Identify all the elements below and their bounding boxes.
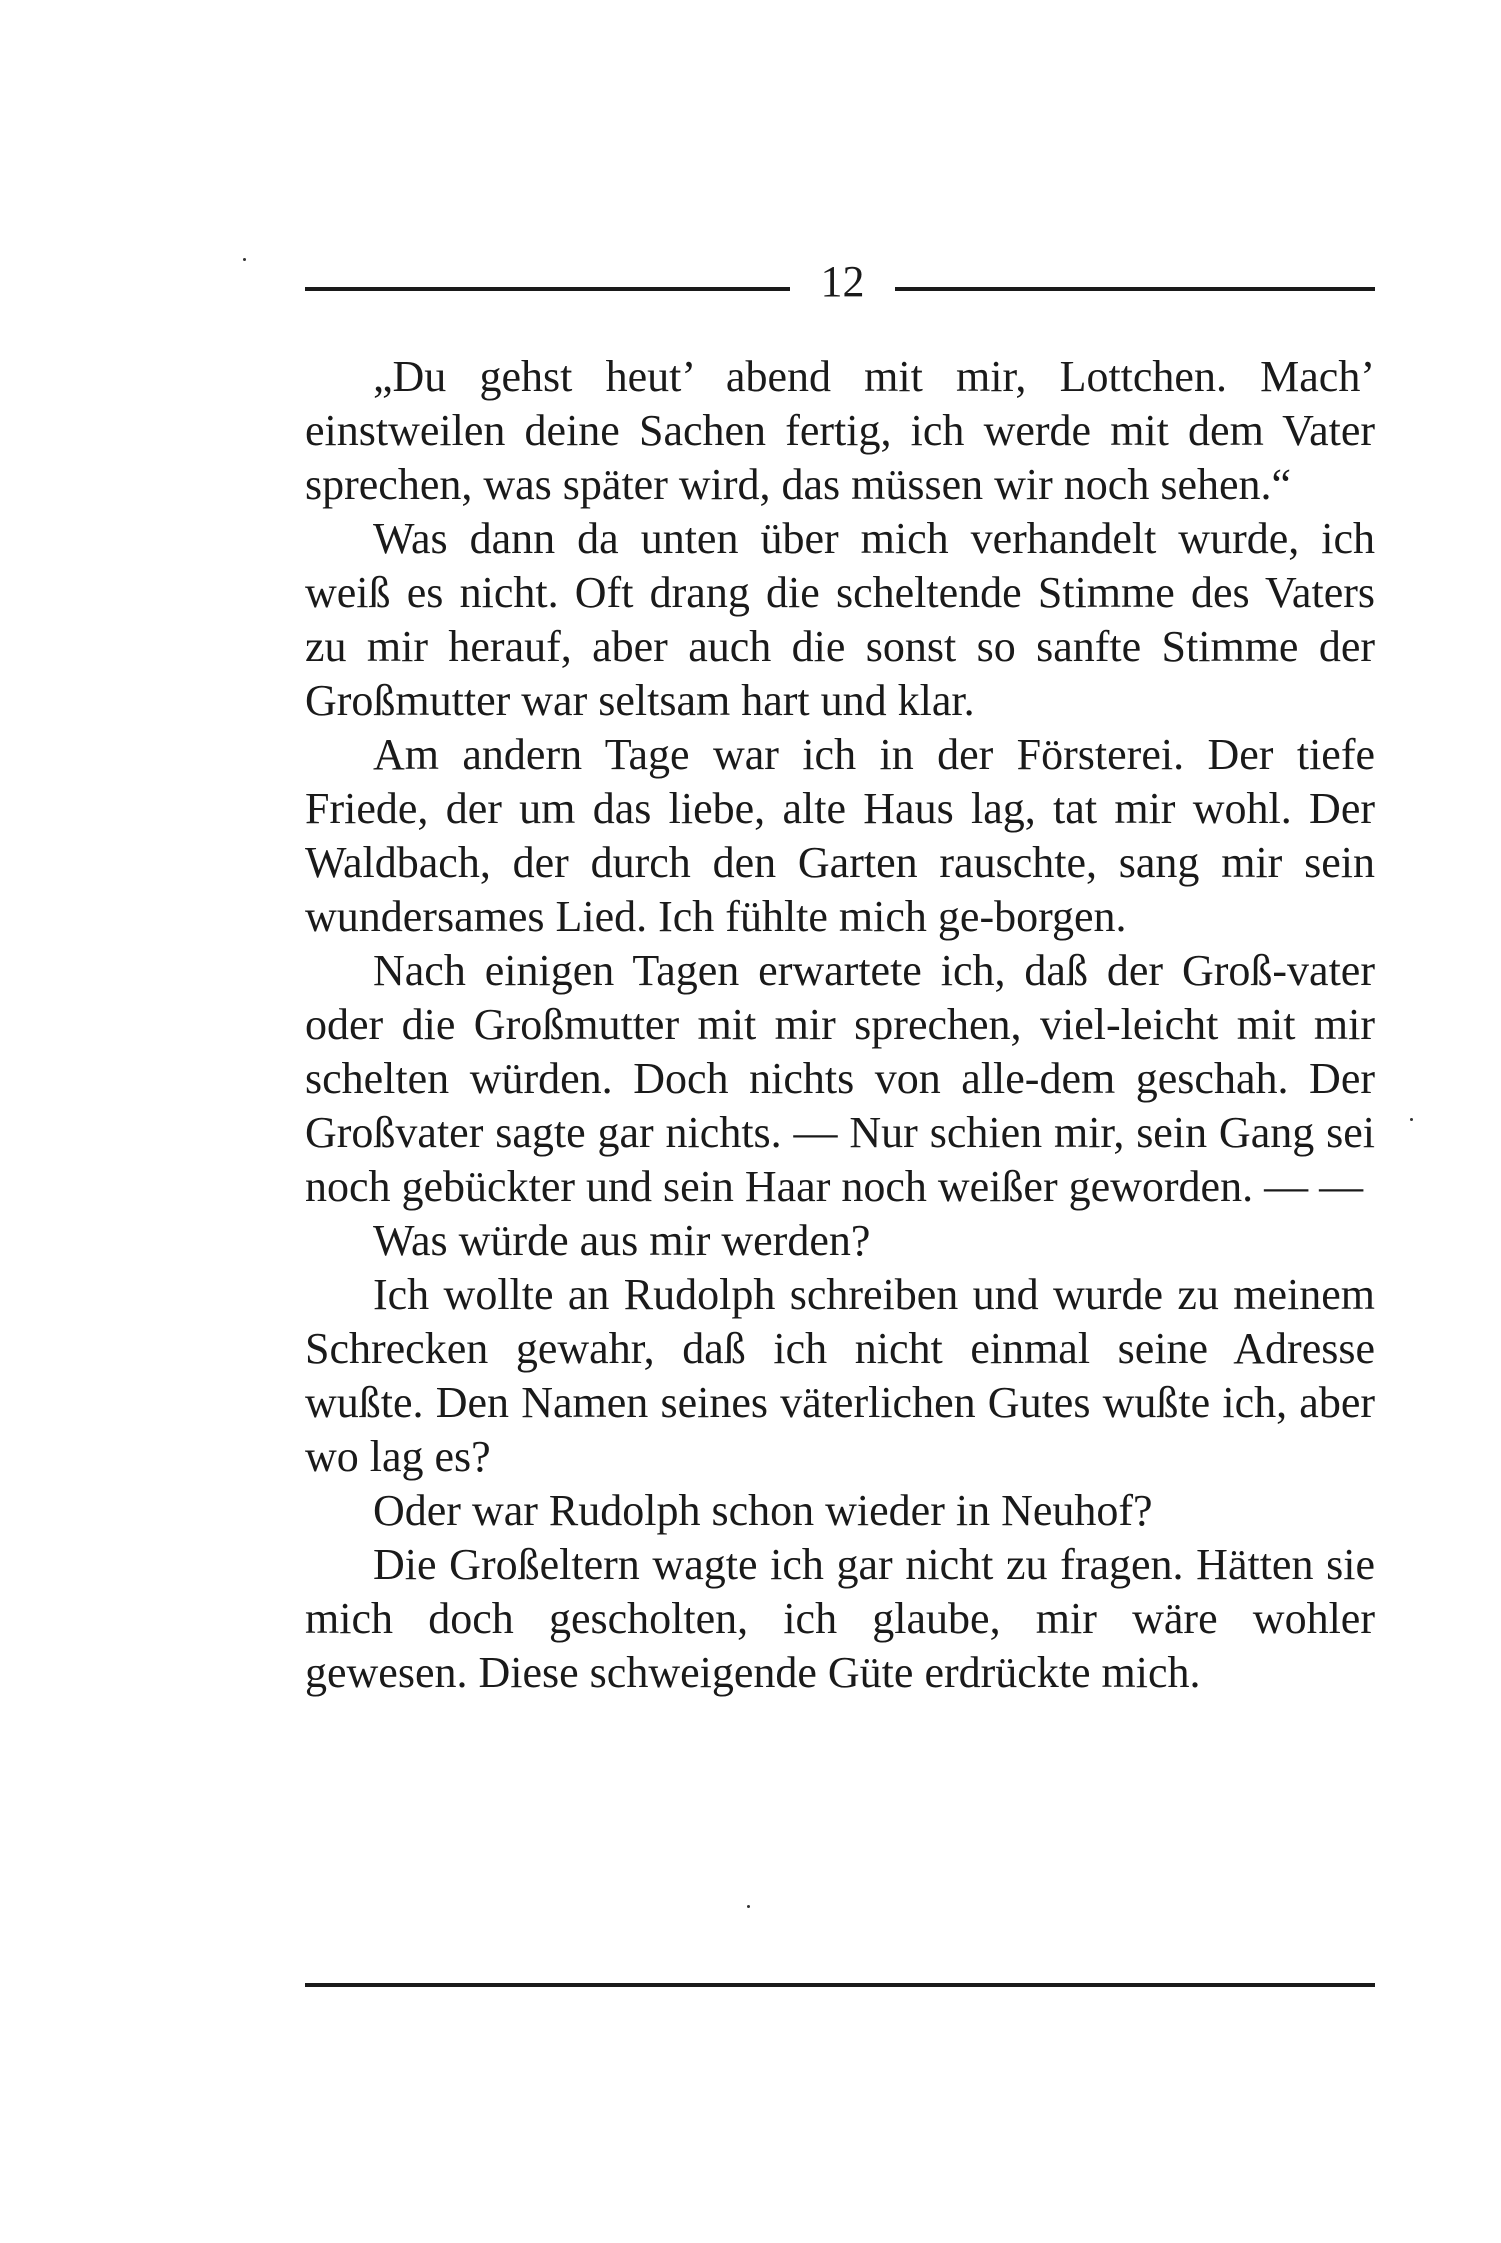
paragraph: Oder war Rudolph schon wieder in Neuhof?	[373, 1486, 1153, 1535]
page-header	[305, 252, 1375, 312]
paragraph: Die Großeltern wagte ich gar nicht zu fragen. Hätten sie mich doch gescholten, ich glaube, mir wäre wohler gewesen. Diese schweigende Güte erdrückte mich.	[305, 1540, 1375, 1697]
page-number: 12	[820, 257, 865, 306]
paragraph: Was dann da unten über mich verhandelt wurde, ich weiß es nicht. Oft drang die scheltende Stimme des Vaters zu mir herauf, aber auch die sonst so sanfte Stimme der Großmutter war seltsam hart und klar.	[305, 514, 1375, 725]
print-speck	[747, 1905, 750, 1908]
header-rule-right	[895, 287, 1375, 291]
print-speck	[243, 258, 246, 261]
body-text	[305, 350, 1375, 1700]
footer-rule	[305, 1983, 1375, 1987]
paragraph: Was würde aus mir werden?	[373, 1216, 871, 1265]
paragraph: Am andern Tage war ich in der Försterei. Der tiefe Friede, der um das liebe, alte Haus lag, tat mir wohl. Der Waldbach, der durch den Garten rauschte, sang mir sein wundersames Lied. Ich fühlte mich ge-borgen.	[305, 730, 1375, 941]
print-speck	[1410, 1118, 1413, 1121]
paragraph: Ich wollte an Rudolph schreiben und wurde zu meinem Schrecken gewahr, daß ich nicht einmal seine Adresse wußte. Den Namen seines väterlichen Gutes wußte ich, aber wo lag es?	[305, 1270, 1375, 1481]
header-rule-left	[305, 287, 790, 291]
paragraph: „Du gehst heut’ abend mit mir, Lottchen. Mach’ einstweilen deine Sachen fertig, ich werde mit dem Vater sprechen, was später wird, das müssen wir noch sehen.“	[305, 352, 1375, 509]
paragraph: Nach einigen Tagen erwartete ich, daß der Groß-vater oder die Großmutter mit mir sprechen, viel-leicht mit mir schelten würden. Doch nichts von alle-dem geschah. Der Großvater sagte gar nichts. — Nur schien mir, sein Gang sei noch gebückter und sein Haar noch weißer geworden. — —	[305, 946, 1375, 1211]
